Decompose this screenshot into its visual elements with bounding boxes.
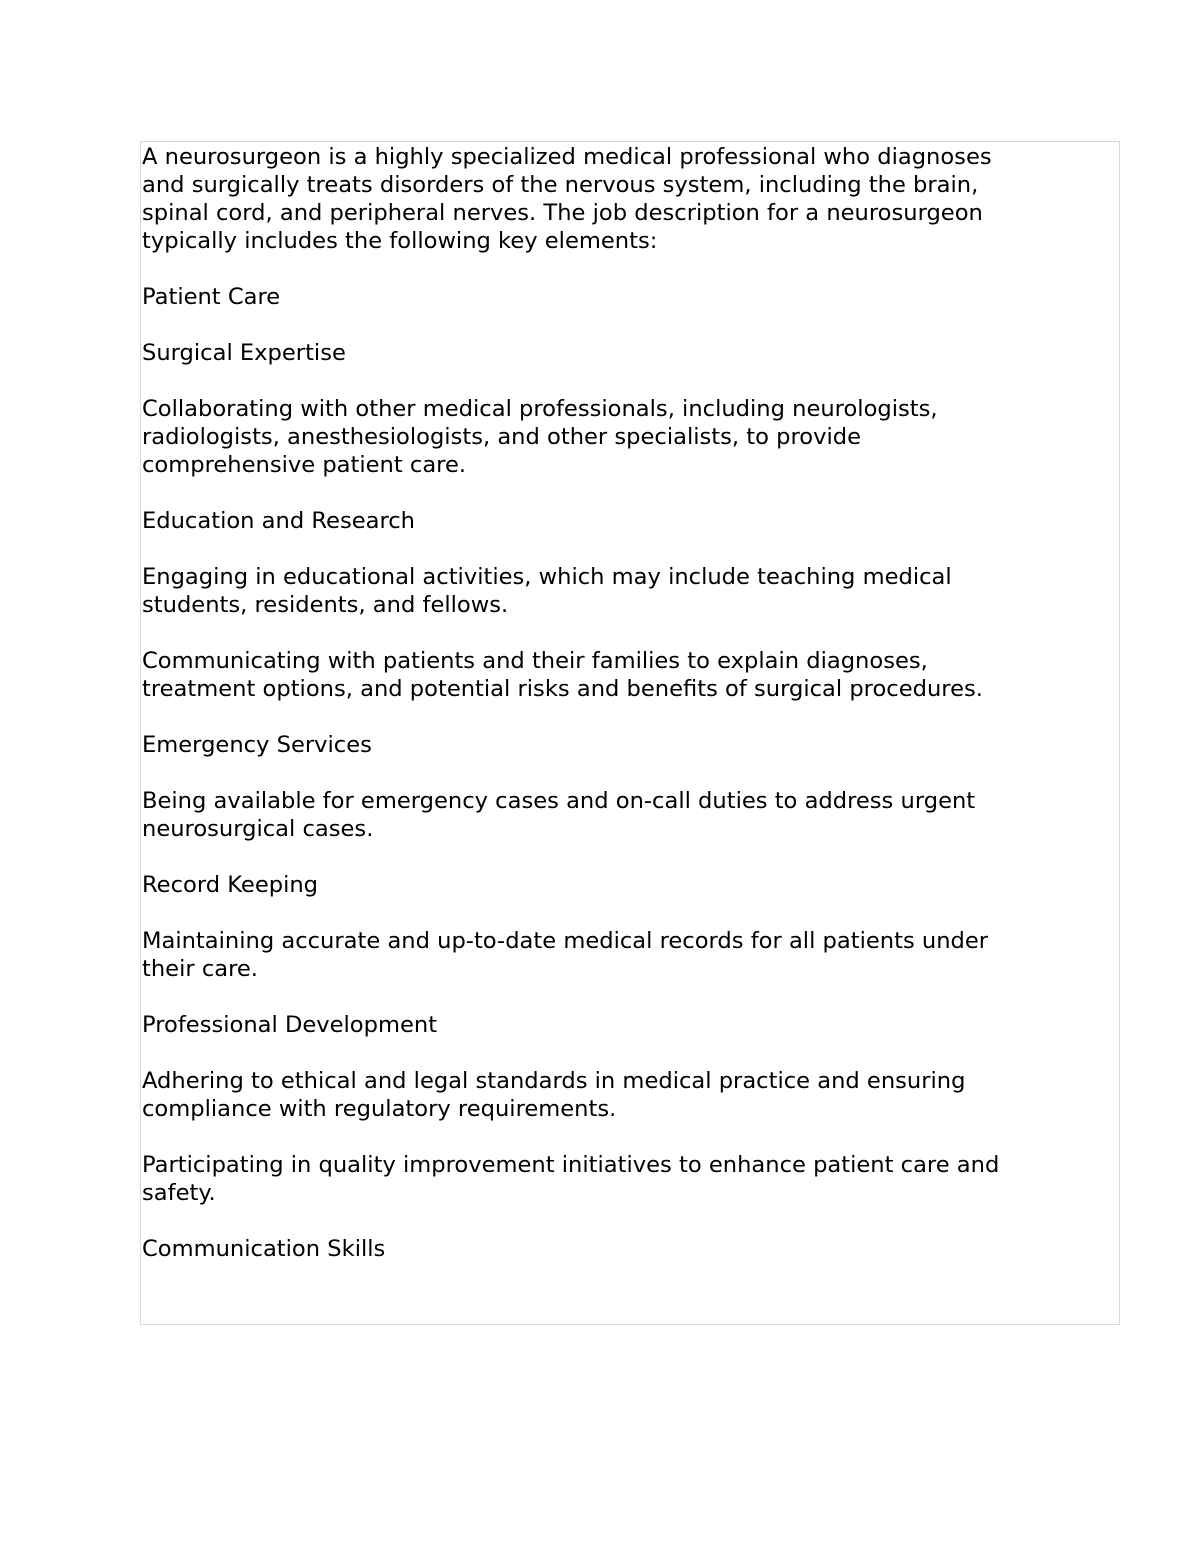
heading-patient-care: Patient Care	[142, 284, 281, 310]
heading-education-research: Education and Research	[142, 508, 415, 534]
paragraph-ethical-standards: Adhering to ethical and legal standards in medical practice and ensuring compliance with regulatory requirements.	[142, 1068, 966, 1122]
paragraph-emergency-availability: Being available for emergency cases and on-call duties to address urgent neurosurgical cases.	[142, 788, 976, 842]
paragraph-collaborating: Collaborating with other medical professionals, including neurologists, radiologists, anesthesiologists, and other specialists, to provide comprehensive patient care.	[142, 396, 938, 478]
heading-communication-skills: Communication Skills	[142, 1236, 386, 1262]
paragraph-communicating: Communicating with patients and their families to explain diagnoses, treatment options, and potential risks and benefits of surgical procedures.	[142, 648, 983, 702]
intro-paragraph: A neurosurgeon is a highly specialized medical professional who diagnoses and surgically treats disorders of the nervous system, including the brain, spinal cord, and peripheral nerves. The job description for a neurosurgeon typically includes the following key elements:	[142, 144, 992, 254]
heading-surgical-expertise: Surgical Expertise	[142, 340, 346, 366]
heading-record-keeping: Record Keeping	[142, 872, 319, 898]
paragraph-educational-activities: Engaging in educational activities, which may include teaching medical students, residents, and fellows.	[142, 564, 952, 618]
paragraph-records: Maintaining accurate and up-to-date medical records for all patients under their care.	[142, 928, 989, 982]
heading-professional-development: Professional Development	[142, 1012, 438, 1038]
heading-emergency-services: Emergency Services	[142, 732, 372, 758]
paragraph-quality-improvement: Participating in quality improvement initiatives to enhance patient care and safety.	[142, 1152, 1000, 1206]
text-box	[140, 141, 1120, 1325]
